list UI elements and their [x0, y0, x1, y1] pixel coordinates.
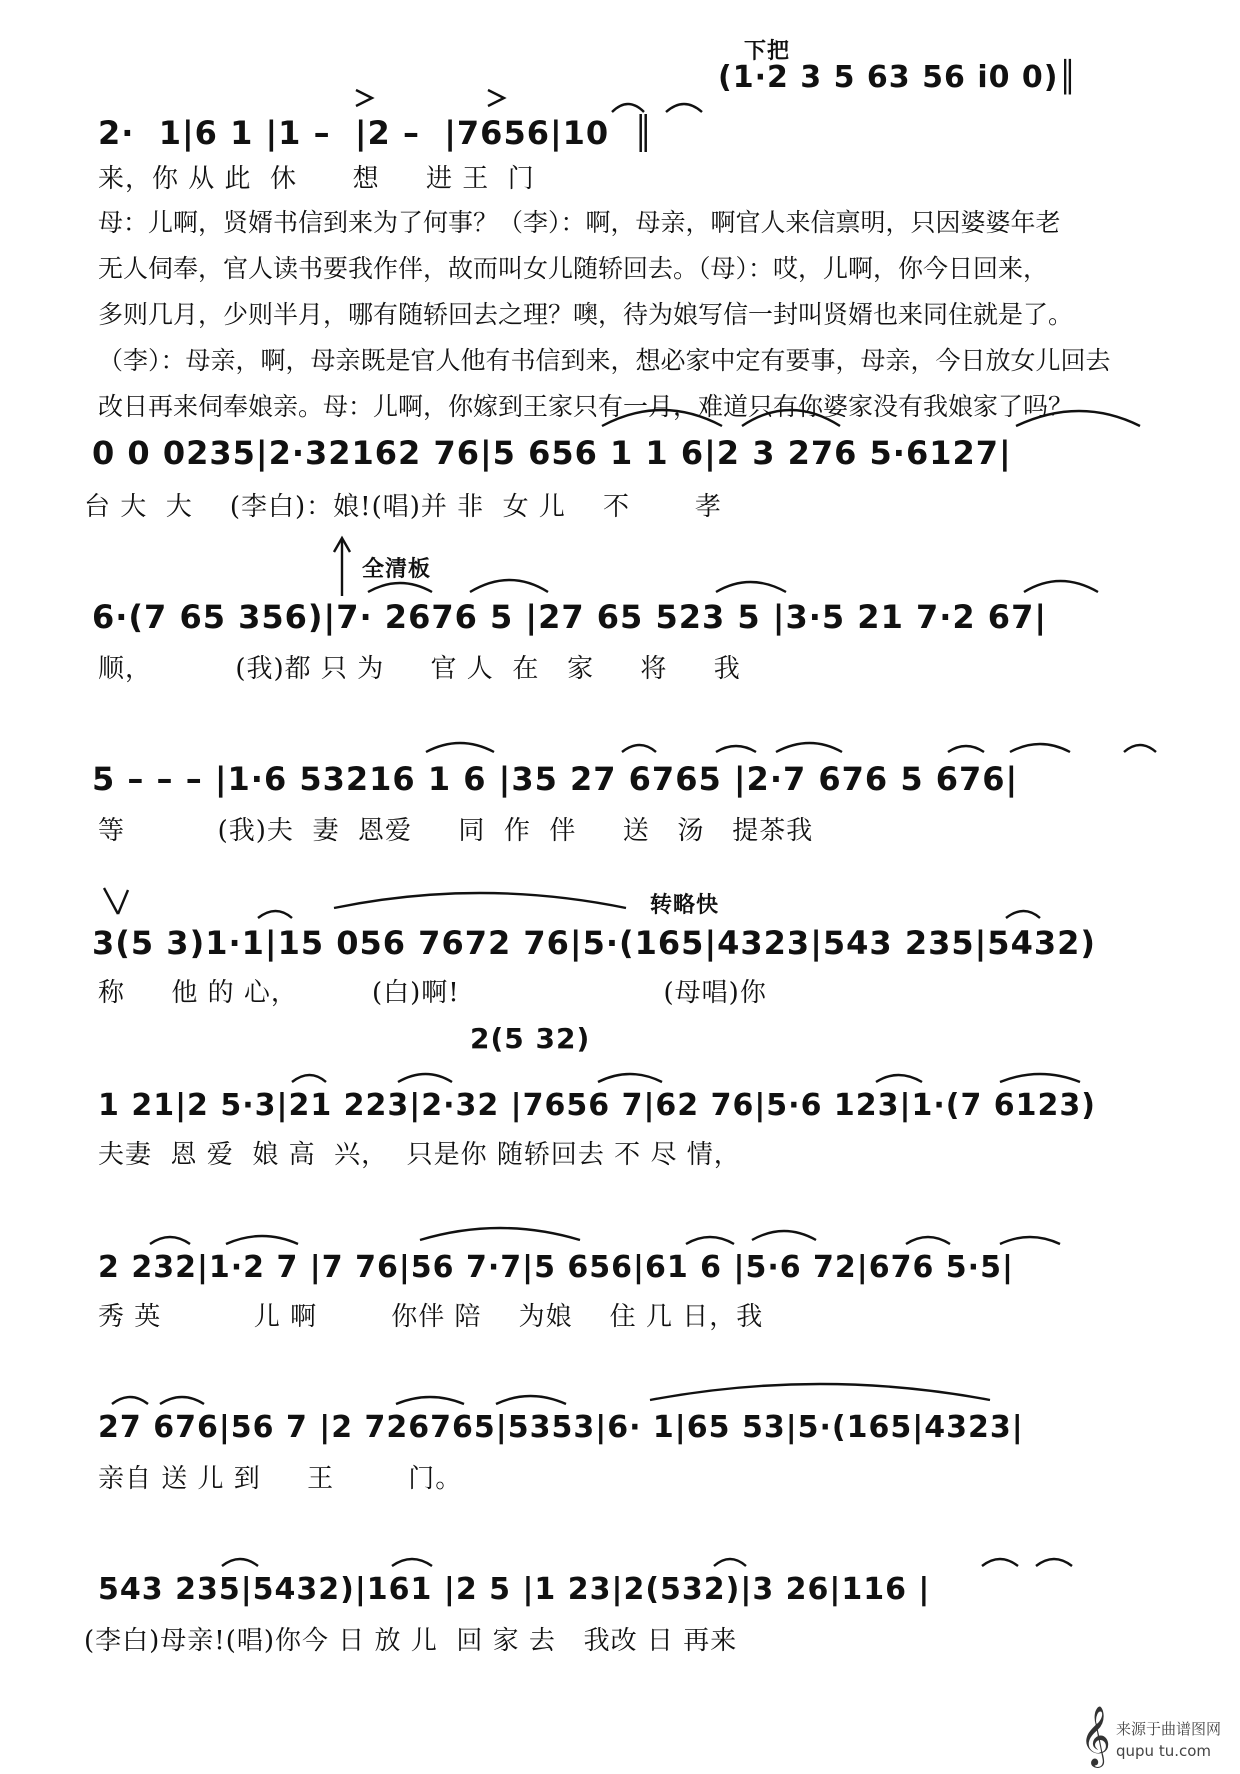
system-5-lyrics: 称 他 的 心， (白)啊! (母唱)你 — [98, 978, 767, 1008]
slur-mark — [982, 1559, 1018, 1566]
direction-arrow-icon — [334, 538, 350, 552]
slur-mark — [1036, 1559, 1072, 1566]
slur-mark — [292, 1075, 326, 1082]
direction-xiaba: 下把 — [744, 39, 791, 64]
slur-mark — [222, 1559, 258, 1566]
system-2-lyrics: 台 大 大 (李白)：娘!(唱)并 非 女 儿 不 孝 — [84, 492, 722, 522]
dialogue-line: 无人伺奉，官人读书要我作伴，故而叫女儿随轿回去。（母）：哎，儿啊，你今日回来， — [98, 254, 1049, 283]
slur-mark — [716, 746, 756, 752]
slur-mark — [776, 743, 842, 752]
slur-mark — [1000, 1237, 1060, 1244]
accent-mark — [356, 90, 372, 106]
system-3-lyrics: 顺， (我)都 只 为 官 人 在 家 将 我 — [98, 654, 741, 684]
slur-mark — [650, 1384, 990, 1400]
system-7-notes: 2 232|1·2 7 |7 76|56 7·7|5 656|61 6 |5·6 72|676 5·5| — [98, 1250, 1014, 1285]
slur-mark — [1124, 745, 1156, 752]
slur-mark — [226, 1236, 298, 1244]
system-4-lyrics: 等 (我)夫 妻 恩爱 同 作 伴 送 汤 提茶我 — [98, 816, 814, 846]
slur-mark — [160, 1397, 204, 1404]
slur-mark — [876, 1075, 922, 1082]
treble-clef-icon: 𝄞 — [1080, 1706, 1111, 1766]
slur-mark — [906, 1237, 950, 1244]
slur-mark — [716, 582, 786, 592]
system-9-notes: 543 235|5432)|161 |2 5 |1 23|2(532)|3 26|116 | — [98, 1572, 931, 1607]
slur-mark — [426, 743, 494, 752]
system-4-notes: 5 – – – |1·6 53216 1 6 |35 27 6765 |2·7 676 5 676| — [92, 760, 1019, 798]
system-9-lyrics: (李白)母亲!(唱)你今 日 放 儿 回 家 去 我改 日 再来 — [84, 1626, 738, 1656]
slur-mark — [686, 1237, 734, 1244]
system-7-lyrics: 秀 英 儿 啊 你伴 陪 为娘 住 几 日，我 — [98, 1302, 764, 1332]
system-3-notes: 6·(7 65 356)|7· 2676 5 |27 65 523 5 |3·5 21 7·2 67| — [92, 598, 1048, 636]
slur-mark — [752, 1231, 816, 1240]
slur-mark — [1010, 744, 1070, 752]
slur-mark — [334, 893, 626, 908]
dialogue-line: 母：儿啊，贤婿书信到来为了何事？（李）：啊，母亲，啊官人来信禀明，只因婆婆年老 — [98, 208, 1061, 237]
watermark-site-url: qupu tu.com — [1116, 1742, 1212, 1760]
system-6-grace: 2(5 32) — [470, 1022, 591, 1055]
slur-mark — [714, 1559, 746, 1566]
slur-mark — [496, 1396, 566, 1404]
system-8-lyrics: 亲自 送 儿 到 王 门。 — [98, 1464, 463, 1494]
system-1-notes: 2· 1|6 1 |1 – |2 – |7656|10 ║ — [98, 114, 654, 152]
slur-mark — [1006, 911, 1040, 918]
system-5-notes: 3(5 3)1·1|15 056 7672 76|5·(165|4323|543 235|5432) — [92, 924, 1096, 962]
dialogue-line: （李）：母亲，啊，母亲既是官人他有书信到来，想必家中定有要事，母亲，今日放女儿回去 — [98, 346, 1111, 375]
system-6-notes: 1 21|2 5·3|21 223|2·32 |7656 7|62 76|5·6 123|1·(7 6123) — [98, 1088, 1096, 1123]
dialogue-line: 改日再来伺奉娘亲。母：儿啊，你嫁到王家只有一月，难道只有你婆家没有我娘家了吗？ — [98, 392, 1074, 421]
slur-mark — [420, 1228, 580, 1240]
accent-mark — [488, 90, 504, 106]
system-2-notes: 0 0 0235|2·32162 76|5 656 1 1 6|2 3 276 5·6127| — [92, 434, 1012, 472]
dialogue-line: 多则几月，少则半月，哪有随轿回去之理？噢，待为娘写信一封叫贤婿也来同住就是了。 — [98, 300, 1074, 329]
slur-mark — [368, 583, 432, 592]
slur-mark — [612, 104, 644, 112]
system-8-notes: 27 676|56 7 |2 726765|5353|6· 1|65 53|5·(165|4323| — [98, 1410, 1024, 1445]
slur-mark — [1000, 1074, 1080, 1082]
breath-arrow-icon — [104, 888, 118, 914]
slur-mark — [112, 1397, 148, 1404]
slur-mark — [258, 911, 292, 918]
slur-mark — [598, 1074, 662, 1082]
slur-mark — [398, 1074, 452, 1082]
system-6-lyrics: 夫妻 恩 爱 娘 高 兴， 只是你 随轿回去 不 尽 情， — [98, 1140, 741, 1170]
breath-arrow-icon — [118, 890, 128, 914]
watermark-site-name: 来源于曲谱图网 — [1116, 1720, 1222, 1738]
slur-mark — [392, 1559, 432, 1566]
slur-mark — [396, 1397, 464, 1404]
system-1-lyrics: 来，你 从 此 休 想 进 王 门 — [98, 164, 535, 194]
slur-mark — [470, 580, 548, 592]
slur-mark — [150, 1237, 190, 1244]
slur-mark — [1024, 581, 1098, 592]
slur-mark — [666, 104, 702, 112]
system-0-notes: (1·2 3 5 63 56 i0 0)║ — [718, 60, 1078, 95]
direction-quanqingban: 全清板 — [362, 557, 432, 582]
slur-mark — [622, 745, 656, 752]
direction-zhuanluekuai: 转略快 — [650, 893, 720, 918]
slur-mark — [948, 746, 984, 752]
dialogue-block — [98, 200, 1178, 430]
